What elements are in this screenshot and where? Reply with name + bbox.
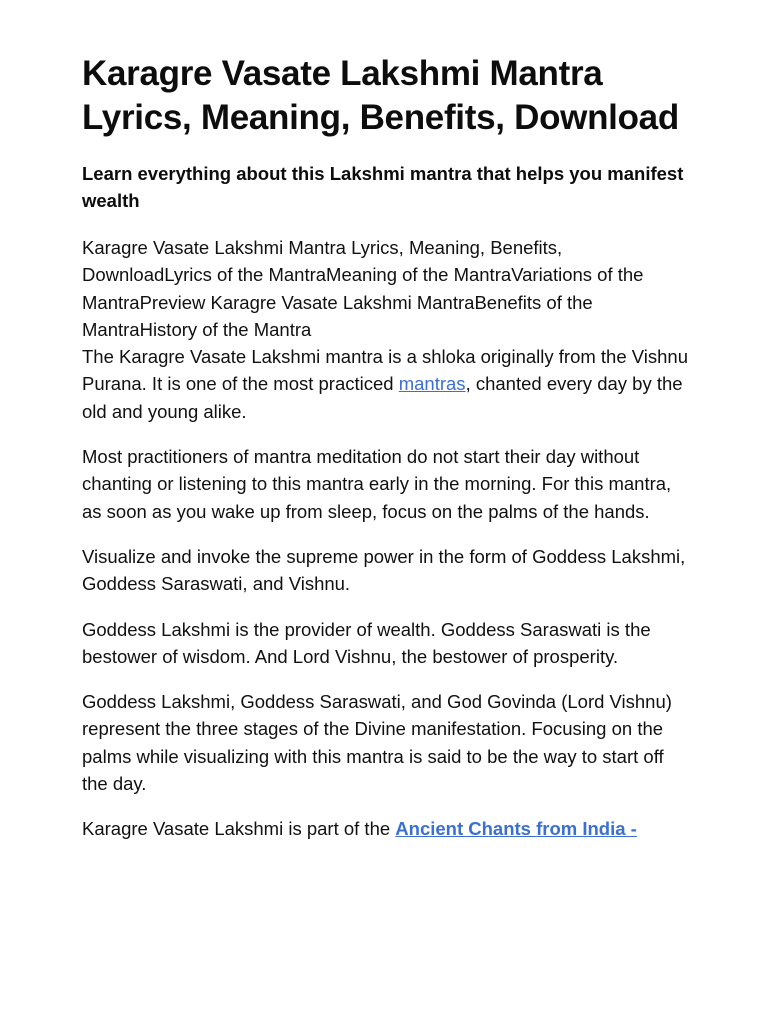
mantras-link[interactable]: mantras	[398, 373, 466, 395]
paragraph-stages: Goddess Lakshmi, Goddess Saraswati, and God Govinda (Lord Vishnu) represent the three stages of the Divine manifestation. Focusing on the palms while visualizing with this mantra is said to be the way to start off the day.	[82, 691, 672, 795]
paragraph-goddesses: Goddess Lakshmi is the provider of wealth. Goddess Saraswati is the bestower of wisdom. And Lord Vishnu, the bestower of prosperity.	[82, 618, 651, 667]
paragraph-intro-text-end: , chanted every day by the old and young alike.	[82, 373, 683, 422]
article	[82, 52, 692, 843]
ancient-chants-link[interactable]: Ancient Chants from India -	[395, 818, 637, 840]
paragraph-visualize: Visualize and invoke the supreme power in the form of Goddess Lakshmi, Goddess Saraswati, and Vishnu.	[82, 545, 686, 595]
table-of-contents	[82, 234, 692, 425]
toc-text: Karagre Vasate Lakshmi Mantra Lyrics, Meaning, Benefits, DownloadLyrics of the MantraMeaning of the MantraVariations of the MantraPreview Karagre Vasate Lakshmi MantraBenefits of the MantraHistory of the Mantra	[82, 237, 644, 340]
paragraph-ancient-chants	[82, 815, 692, 842]
article-subtitle: Learn everything about this Lakshmi mantra that helps you manifest wealth	[82, 163, 684, 211]
page-title: Karagre Vasate Lakshmi Mantra Lyrics, Meaning, Benefits, Download	[82, 54, 679, 137]
paragraph-ancient-chants-text: Karagre Vasate Lakshmi is part of the	[82, 818, 396, 840]
paragraph-practitioners: Most practitioners of mantra meditation do not start their day without chanting or listening to this mantra early in the morning. For this mantra, as soon as you wake up from sleep, focus on the palms of the hands.	[82, 446, 672, 522]
paragraph-intro-text: The Karagre Vasate Lakshmi mantra is a shloka originally from the Vishnu Purana. It is one of the most practiced	[82, 346, 689, 395]
paragraph-intro	[82, 346, 688, 422]
